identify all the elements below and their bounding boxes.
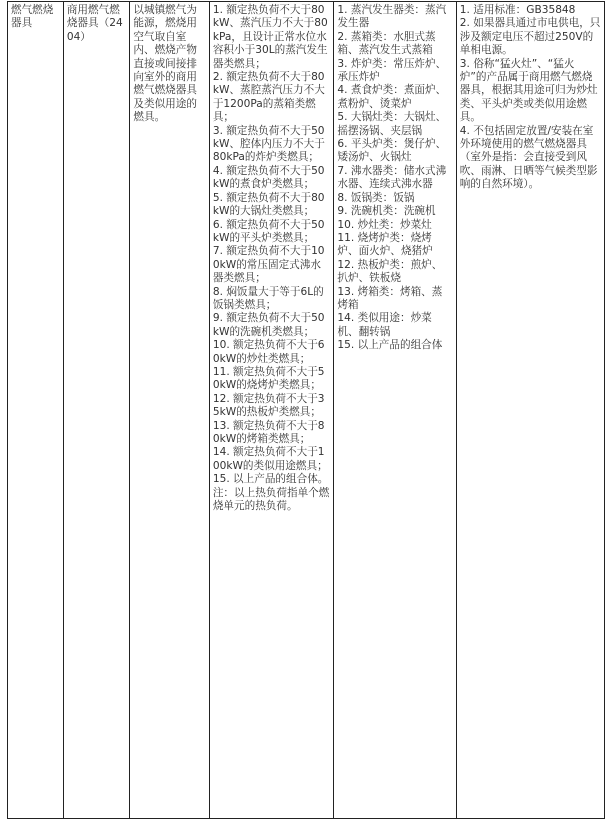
scope-item: 5. 额定热负荷不大于80kW的大锅灶类燃具； <box>212 191 325 218</box>
note-item: 2. 如果器具通过市电供电，只涉及额定电压不超过250V的单相电源。 <box>459 17 601 57</box>
type-item: 6. 平头炉类：煲仔炉、矮汤炉、火锅灶 <box>337 138 447 164</box>
type-item: 2. 蒸箱类：水胆式蒸箱、蒸汽发生式蒸箱 <box>337 30 436 57</box>
type-item: 5. 大锅灶类：大锅灶、摇摆汤锅、夹层锅 <box>337 111 447 137</box>
note-item: 4. 不包括固定放置/安装在室外环境使用的燃气燃烧器具（室外是指：会直接受到风吹、雨淋、日晒等气候类型影响的自然环境）。 <box>459 124 598 191</box>
scope-item: 1. 额定热负荷不大于80kW、蒸汽压力不大于80kPa，且设计正常水位水容积小于30L的蒸汽发生器类燃具； <box>212 4 328 70</box>
scope-item: 9. 额定热负荷不大于50kW的洗碗机类燃具； <box>212 312 325 338</box>
type-item: 1. 蒸汽发生器类：蒸汽发生器 <box>337 4 447 30</box>
note-item: 1. 适用标准：GB35848 <box>459 4 576 16</box>
table-row <box>8 2 605 819</box>
type-item: 3. 炸炉类：常压炸炉、承压炸炉 <box>337 57 447 84</box>
note-item: 3. 俗称“猛火灶”、“猛火炉”的产品属于商用燃气燃烧器具，根据其用途可归为炒灶类、平头炉类或类似用途燃具。 <box>459 57 598 124</box>
type-item: 13. 烤箱类：烤箱、蒸烤箱 <box>337 285 443 311</box>
type-item: 15. 以上产品的组合体 <box>337 339 443 352</box>
scope-item: 14. 额定热负荷不大于100kW的类似用途燃具； <box>212 446 328 472</box>
scope-cell <box>209 2 334 819</box>
scope-item: 3. 额定热负荷不大于50kW、腔体内压力不大于80kPa的炸炉类燃具； <box>212 124 325 164</box>
scope-item: 15. 以上产品的组合体。 <box>212 473 329 486</box>
scope-item: 6. 额定热负荷不大于50kW的平头炉类燃具； <box>212 218 325 244</box>
catalog-table <box>7 1 605 819</box>
scope-note: 注：以上热负荷指单个燃烧单元的热负荷。 <box>212 486 330 513</box>
scope-item: 11. 额定热负荷不大于50kW的烧烤炉类燃具； <box>212 365 325 392</box>
type-item: 10. 炒灶类：炒菜灶 <box>337 218 432 231</box>
type-item: 14. 类似用途：炒菜机、翻转锅 <box>337 312 432 338</box>
subcategory-cell: 商用燃气燃烧器具（2404） <box>63 2 130 819</box>
type-item: 7. 沸水器类：储水式沸水器、连续式沸水器 <box>337 164 447 191</box>
type-item: 9. 洗碗机类：洗碗机 <box>337 205 436 218</box>
type-item: 12. 热板炉类：煎炉、扒炉、铁板烧 <box>337 258 443 285</box>
definition-cell: 以城镇燃气为能源，燃烧用空气取自室内、燃烧产物直接或间接排向室外的商用燃气燃烧器具及类似用途的燃具。 <box>130 2 209 819</box>
scope-item: 13. 额定热负荷不大于80kW的烤箱类燃具； <box>212 419 325 445</box>
scope-item: 4. 额定热负荷不大于50kW的煮食炉类燃具； <box>212 164 325 191</box>
types-cell <box>334 2 456 819</box>
category-cell: 燃气燃烧器具 <box>8 2 64 819</box>
scope-item: 8. 焖饭量大于等于6L的饭锅类燃具； <box>212 285 324 311</box>
scope-item: 7. 额定热负荷不大于100kW的常压固定式沸水器类燃具； <box>212 245 325 285</box>
scope-item: 10. 额定热负荷不大于60kW的炒灶类燃具； <box>212 339 325 365</box>
scope-item: 12. 额定热负荷不大于35kW的热板炉类燃具； <box>212 392 325 419</box>
type-item: 4. 煮食炉类：煮面炉、煮粉炉、烫菜炉 <box>337 84 447 110</box>
type-item: 11. 烧烤炉类：烧烤炉、面火炉、烧猪炉 <box>337 231 433 258</box>
type-item: 8. 饭锅类：饭锅 <box>337 191 415 204</box>
notes-cell <box>456 2 604 819</box>
scope-item: 2. 额定热负荷不大于80kW、蒸腔蒸汽压力不大于1200Pa的蒸箱类燃具； <box>212 71 325 124</box>
